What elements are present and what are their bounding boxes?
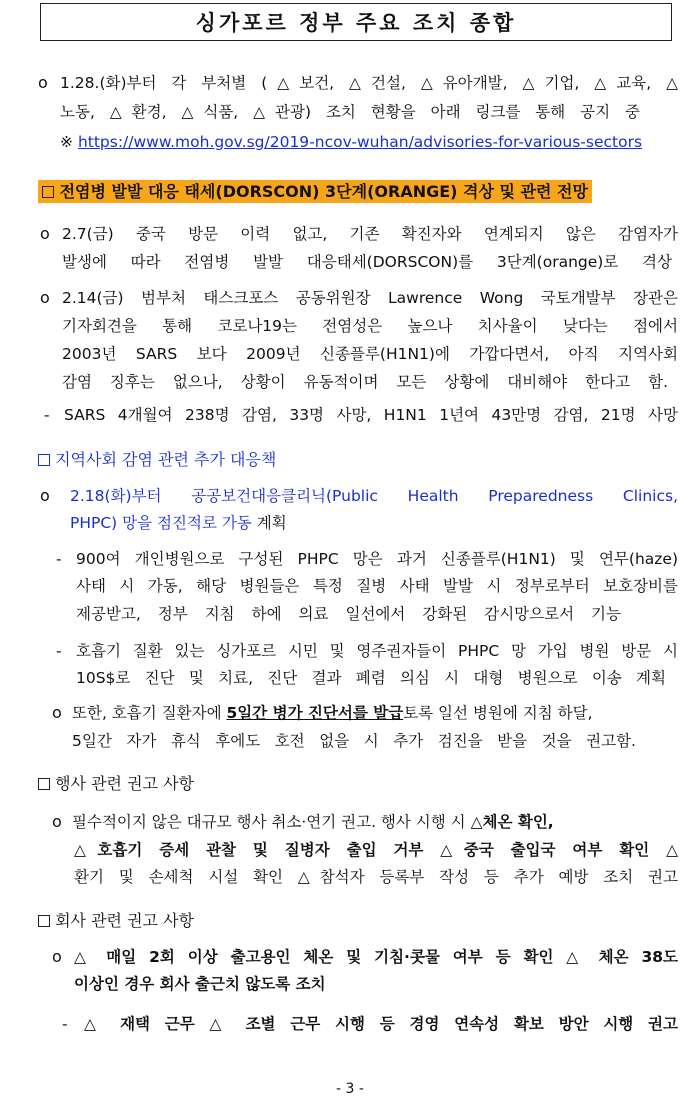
s2-dash2-line-1: 호흡기 질환 있는 싱가포르 시민 및 영주권자들이 PHPC 망 가입 병원 방문 시	[76, 642, 678, 660]
s1-dash-line: SARS 4개월여 238명 감염, 33명 사망, H1N1 1년여 43만명 감염, 21명 사망	[64, 406, 678, 424]
s2-dash2-line-2: 10S$로 진단 및 치료, 진단 결과 폐렴 의심 시 대형 병원으로 이송 계획	[76, 669, 666, 687]
intro-line-1: 1.28.(화)부터 각 부처별 (△보건, △건설, △유아개발, △기업, △교육, △	[60, 74, 678, 92]
dash-marker: -	[44, 406, 50, 424]
page-title-text: 싱가포르 정부 주요 조치 종합	[195, 11, 517, 35]
note-mark: ※	[60, 133, 73, 151]
s1-item2-line-3: 2003년 SARS 보다 2009년 신종플루(H1N1)에 가깝다면서, 아직 지역사회	[62, 345, 678, 363]
heading-highlight	[38, 180, 592, 203]
advisories-link[interactable]: https://www.moh.gov.sg/2019-ncov-wuhan/advisories-for-various-sectors	[77, 133, 643, 151]
sick-leave-emphasis: 5일간 병가 진단서를 발급	[226, 704, 404, 722]
heading-text: 행사 관련 권고 사항	[55, 774, 194, 793]
phpc-blue-text: PHPC) 망을 점진적로 가동	[70, 514, 252, 532]
section-heading-dorscon	[38, 180, 592, 204]
s4-item1-line-2: 이상인 경우 회사 출근치 않도록 조치	[74, 975, 326, 993]
s1-item1-line-1: 2.7(금) 중국 방문 이력 없고, 기존 확진자와 연계되지 않은 감염자가	[62, 225, 678, 243]
square-bullet-icon	[38, 915, 50, 927]
bullet-marker: o	[40, 288, 50, 307]
page-number: - 3 -	[336, 1081, 364, 1097]
s4-item1-line-1: △ 매일 2회 이상 출고용인 체온 및 기침·콧물 여부 등 확인 △ 체온 38도	[74, 948, 678, 966]
text-part: 필수적이지 않은 대규모 행사 취소·연기 권고. 행사 시행 시 △	[72, 813, 483, 831]
bullet-marker: o	[52, 812, 62, 831]
dash-marker: -	[56, 550, 62, 568]
s3-item1-line-1	[72, 811, 678, 833]
s2-dash1-line-2: 사태 시 가동, 해당 병원들은 특정 질병 사태 발발 시 정부로부터 보호장비를	[76, 577, 678, 595]
s2-dash1-line-3: 제공받고, 정부 지침 하에 의료 일선에서 강화된 감시망으로서 기능	[76, 605, 621, 623]
square-bullet-icon	[38, 778, 50, 790]
temperature-check-emphasis: 체온 확인,	[482, 813, 554, 831]
s2-dash1-line-1: 900여 개인병원으로 구성된 PHPC 망은 과거 신종플루(H1N1) 및 연무(haze)	[76, 550, 678, 568]
intro-line-2: 노동, △환경, △식품, △관광) 조치 현황을 아래 링크를 통해 공지 중	[60, 103, 640, 121]
s3-item1-line-3: 환기 및 손세척 시설 확인 △참석자 등록부 작성 등 추가 예방 조치 권고	[74, 868, 678, 886]
s1-item1-line-2: 발생에 따라 전염병 발발 대응태세(DORSCON)를 3단계(orange)로 격상	[62, 253, 672, 271]
heading-text: 회사 관련 권고 사항	[55, 911, 194, 930]
page-title	[40, 3, 672, 41]
bullet-marker: o	[38, 73, 48, 92]
heading-text: 전염병 발발 대응 태세(DORSCON) 3단계(ORANGE) 격상 및 관련 전망	[59, 182, 588, 201]
plan-text: 계획	[251, 514, 287, 532]
bullet-marker: o	[52, 703, 62, 722]
s3-item1-line-2: △호흡기 증세 관찰 및 질병자 출입 거부 △중국 출입국 여부 확인 △	[74, 841, 678, 859]
s2-item1-line-1: 2.18(화)부터 공공보건대응클리닉(Public Health Preparedness Clinics,	[70, 487, 678, 505]
bullet-marker: o	[40, 486, 50, 505]
s4-dash-line: △ 재택 근무 △ 조별 근무 시행 등 경영 연속성 확보 방안 시행 권고	[84, 1015, 678, 1033]
section-heading-community	[38, 448, 276, 472]
section-heading-events	[38, 772, 194, 796]
s1-item2-line-1: 2.14(금) 범부처 태스크포스 공동위원장 Lawrence Wong 국토개발부 장관은	[62, 289, 678, 307]
intro-note	[60, 131, 642, 153]
s2-item2-line-1	[72, 702, 678, 724]
heading-text: 지역사회 감염 관련 추가 대응책	[55, 450, 277, 469]
dash-marker: -	[56, 642, 62, 660]
s1-item2-line-2: 기자회견을 통해 코로나19는 전염성은 높으나 치사율이 낮다는 점에서	[62, 317, 678, 335]
s1-item2-line-4: 감염 징후는 없으나, 상황이 유동적이며 모든 상황에 대비해야 한다고 함.	[62, 373, 668, 391]
text-part: 토록 일선 병원에 지침 하달,	[403, 704, 593, 722]
square-bullet-icon	[42, 186, 54, 198]
bullet-marker: o	[40, 224, 50, 243]
square-bullet-icon	[38, 454, 50, 466]
s2-item1-line-2	[70, 512, 287, 534]
s2-item2-line-2: 5일간 자가 휴식 후에도 호전 없을 시 추가 검진을 받을 것을 권고함.	[72, 732, 636, 750]
dash-marker: -	[62, 1015, 68, 1033]
section-heading-companies	[38, 909, 194, 933]
text-part: 또한, 호흡기 질환자에	[72, 704, 227, 722]
bullet-marker: o	[52, 947, 62, 966]
